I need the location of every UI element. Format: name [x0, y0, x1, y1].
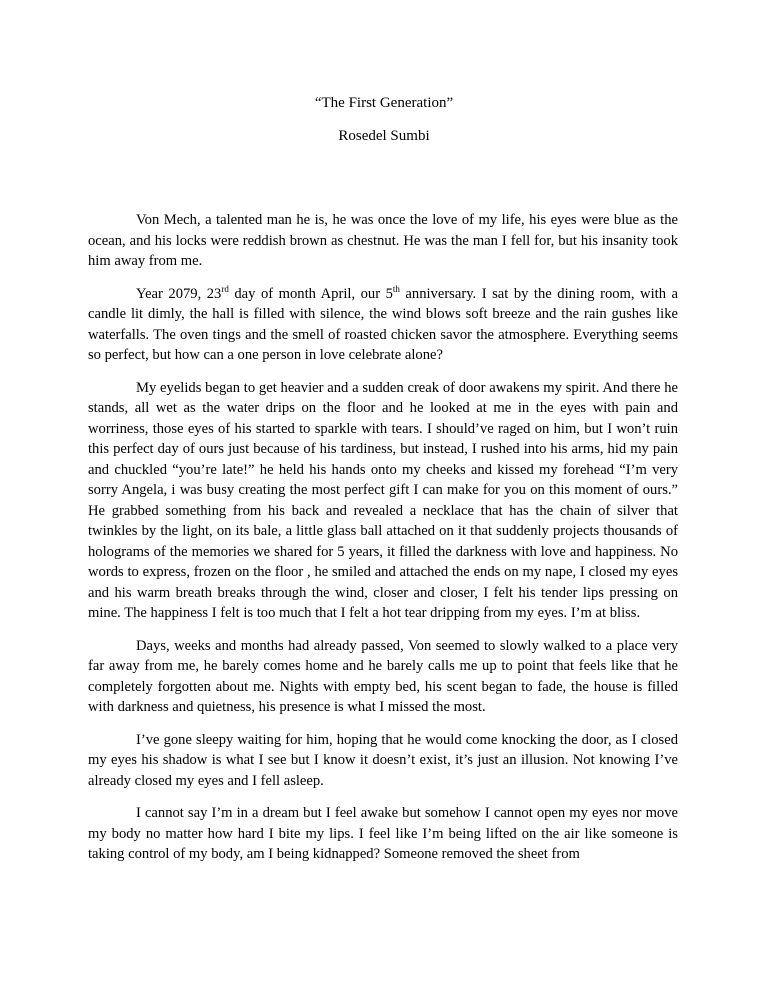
paragraph-3: My eyelids began to get heavier and a sudden creak of door awakens my spirit. And there he stands, all wet as the water drips on the floor and he looked at me in the eyes with pain and worriness, those eyes of his started to sparkle with tears. I should’ve raged on him, but I won’t ruin this perfect day of ours just because of his tardiness, but instead, I rushed into his arms, hid my pain and chuckled “you’re late!” he held his hands onto my cheeks and kissed my forehead “I’m very sorry Angela, i was busy creating the most perfect gift I can make for you on this moment of ours.” He grabbed something from his back and revealed a necklace that has the chain of silver that twinkles by the light, on its bale, a little glass ball attached on it that suddenly projects thousands of holograms of the memories we shared for 5 years, it filled the darkness with love and happiness. No words to express, frozen on the floor , he smiled and attached the ends on my nape, I closed my eyes and his warm breath breaks through the wind, closer and closer, I felt his tender lips pressing on mine. The happiness I felt is too much that I felt a hot tear dripping from my eyes. I’m at bliss. [88, 379, 678, 621]
paragraph-2 [88, 284, 678, 366]
paragraph-1: Von Mech, a talented man he is, he was once the love of my life, his eyes were blue as the ocean, and his locks were reddish brown as chestnut. He was the man I fell for, but his insanity took him away from me. [88, 212, 678, 269]
paragraph-2-part-1: Year 2079, 23 [136, 285, 222, 302]
paragraph-5: I’ve gone sleepy waiting for him, hoping that he would come knocking the door, as I closed my eyes his shadow is what I see but I know it doesn’t exist, it’s just an illusion. Not knowing I’ve already closed my eyes and I fell asleep. [88, 731, 678, 789]
ordinal-suffix-th: th [392, 283, 400, 294]
document-title: “The First Generation” [314, 95, 454, 111]
ordinal-suffix-rd: rd [221, 283, 229, 294]
paragraph-4: Days, weeks and months had already passed, Von seemed to slowly walked to a place very far away from me, he barely comes home and he barely calls me up to point that feels like that he completely forgotten about me. Nights with empty bed, his scent began to fade, the house is filled with darkness and quietness, his presence is what I missed the most. [88, 637, 678, 715]
paragraph-2-part-2: day of month April, our 5 [228, 285, 393, 302]
paragraph-6: I cannot say I’m in a dream but I feel awake but somehow I cannot open my eyes nor move my body no matter how hard I bite my lips. I feel like I’m being lifted on the air like someone is taking control of my body, am I being kidnapped? Someone removed the sheet from [88, 805, 678, 862]
document-body [88, 210, 678, 877]
paragraph-2-part-3: anniversary. I sat by the dining room, with a candle lit dimly, the hall is filled with silence, the wind blows soft breeze and the rain gushes like waterfalls. The oven tings and the smell of roasted chicken savor the atmosphere. Everything seems so perfect, but how can a one person in love celebrate alone? [88, 285, 678, 363]
document-author: Rosedel Sumbi [338, 128, 430, 144]
